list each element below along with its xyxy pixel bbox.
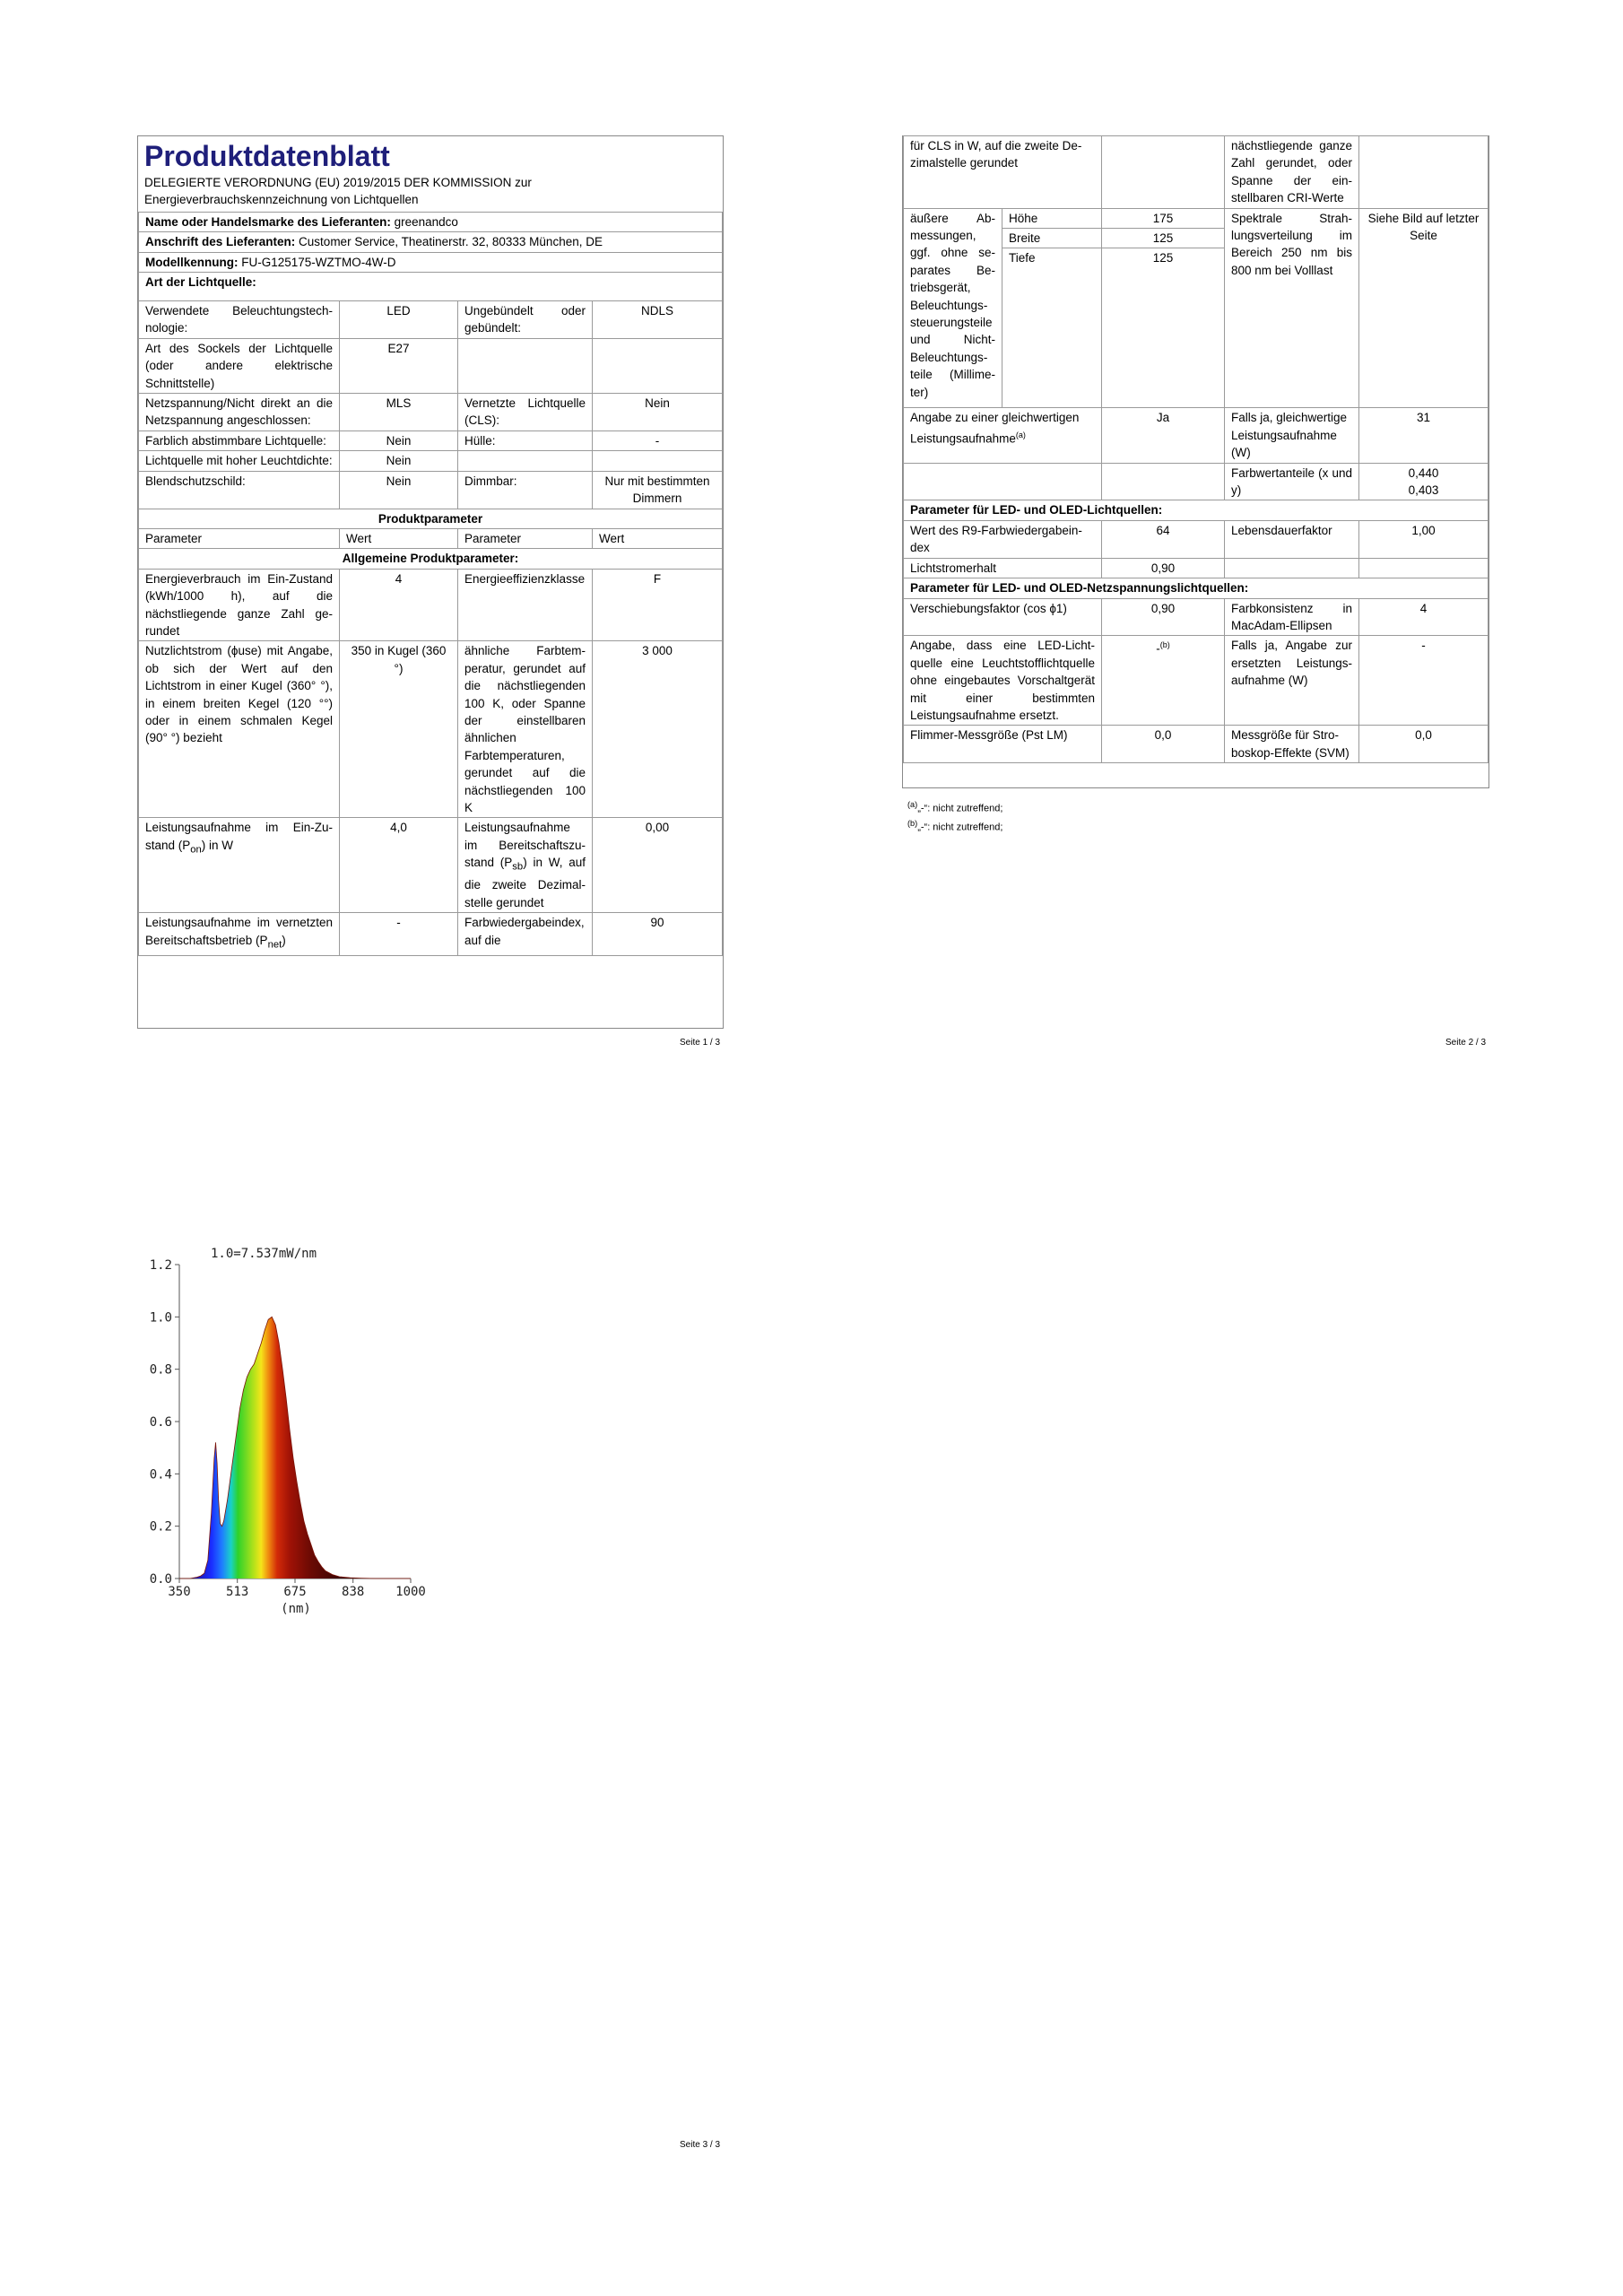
type-value: E27 [340,338,458,393]
param-value: - [1359,636,1488,726]
y-tick-label: 0.6 [149,1415,172,1430]
param-label: Nutzlichtstrom (ϕuse) mit Angabe, ob sich der Wert auf den Lichtstrom in einer Kugel (360° °), in einem breiten Kegel (120 °°) oder in einem schmalen Kegel (90° °) bezieht [139,641,340,818]
param-value: 3 000 [593,641,723,818]
y-ticks [150,1258,179,1587]
x-tick-label: 838 [342,1585,365,1599]
param-value: Ja [1102,408,1225,463]
x-axis-label: (nm) [281,1602,311,1616]
x-ticks [168,1578,426,1599]
footnote-b: $^{(b)}$„-“: nicht zutreffend; [907,819,1003,833]
dimension-name: Höhe [1002,208,1102,228]
dimension-value: 175 [1102,208,1225,228]
address-value: Customer Service, Theatinerstr. 32, 80333 München, DE [299,235,603,249]
param-label: Energieverbrauch im Ein-Zustand (kWh/1000 h), auf die nächstliegende ganze Zahl gerundet [139,569,340,641]
param-label: Falls ja, gleichwertige Leistungsaufnahme (W) [1225,408,1359,463]
param-value [1359,136,1488,209]
param-label: Energieeffizienzklasse [458,569,593,641]
x-tick-label: 350 [168,1585,191,1599]
dimension-name: Tiefe [1002,248,1102,408]
page-number-2: Seite 2 / 3 [1445,1038,1487,1048]
param-value: Siehe Bild auf letzter Seite [1359,208,1488,408]
type-label: Dimmbar: [458,471,593,509]
type-value: MLS [340,394,458,431]
y-tick-label: 1.2 [149,1258,172,1273]
y-tick-label: 1.0 [149,1310,172,1326]
param-label: Wert des R9-Farbwiedergabeindex [904,520,1102,558]
type-label [458,338,593,393]
param-label: Leistungsaufnahme im vernetzten Bereitschaftsbetrieb $(P_{net})$ [139,913,340,956]
param-value: 4 [340,569,458,641]
param-label: Falls ja, Angabe zur ersetzten Leistungsaufnahme (W) [1225,636,1359,726]
param-label [904,463,1102,500]
type-label: Netzspannung/Nicht direkt an die Netzspannung angeschlossen: [139,394,340,431]
type-value [593,451,723,471]
param-label: nächstliegende ganze Zahl gerundet, oder Spanne der einstellbaren CRI-Werte [1225,136,1359,209]
type-value: Nein [593,394,723,431]
column-header-value: Wert [340,528,458,548]
led-params-header: Parameter für LED- und OLED-Lichtquellen: [904,500,1488,520]
dimensions-label: äußere Abmessungen, ggf. ohne separates Betriebsgerät, Beleuchtungssteuerungsteile und Nicht-Beleuchtungsteile (Millimeter) [904,208,1002,408]
chart-title: 1.0=7.537mW/nm [211,1247,317,1261]
param-value: 31 [1359,408,1488,463]
param-label [1225,558,1359,578]
param-value: 0,90 [1102,558,1225,578]
address-row [139,232,723,252]
address-label: Anschrift des Lieferanten: [145,235,296,249]
param-value [1102,463,1225,500]
param-value: 1,00 [1359,520,1488,558]
param-label: Messgröße für Stroboskop-Effekte (SVM) [1225,726,1359,763]
param-value [1102,136,1225,209]
dimension-name: Breite [1002,229,1102,248]
param-value [1359,558,1488,578]
page-1-sheet [137,135,724,1029]
page-number-1: Seite 1 / 3 [680,1038,721,1048]
spectrum-chart [135,1238,439,1623]
supplier-row [139,212,723,231]
model-value: FU-G125175-WZTMO-4W-D [241,255,396,269]
page-1-table [138,212,723,956]
spectrum-area [179,1317,411,1578]
type-value: - [593,430,723,450]
supplier-label: Name oder Handelsmarke des Lieferanten: [145,214,391,229]
regulation-text: DELEGIERTE VERORDNUNG (EU) 2019/2015 DER KOMMISSION zur Energieverbrauchskennzeichnung von Lichtquellen [144,176,532,207]
model-row [139,252,723,272]
y-tick-label: 0.8 [149,1362,172,1378]
param-label: Angabe, dass eine LED-Lichtquelle eine Leuchtstofflichtquelle ohne eingebautes Vorschaltgerät mit einer bestimmten Leistungsaufnahme ersetzt. [904,636,1102,726]
param-label: Farbwertanteile (x und y) [1225,463,1359,500]
type-value: Nur mit bestimmten Dimmern [593,471,723,509]
param-value: 0,00 [593,818,723,913]
param-label: Leistungsaufnahme im Ein-Zustand $(P_{on})$ in W [139,818,340,913]
y-tick-label: 0.0 [149,1572,172,1587]
type-label: Blendschutzschild: [139,471,340,509]
column-header-value: Wert [593,528,723,548]
column-header-parameter: Parameter [458,528,593,548]
type-label: Lichtquelle mit hoher Leuchtdichte: [139,451,340,471]
param-label: Farbwiedergabeindex, auf die [458,913,593,956]
type-value: LED [340,301,458,339]
param-value: 64 [1102,520,1225,558]
param-value: F [593,569,723,641]
type-value: Nein [340,430,458,450]
footnote-a: $^{(a)}$„-“: nicht zutreffend; [907,800,1003,814]
param-value: 90 [593,913,723,956]
y-tick-label: 0.2 [149,1519,172,1535]
param-value: 0,0 [1102,726,1225,763]
type-label: Farblich abstimmbare Lichtquelle: [139,430,340,450]
param-label: Angabe zu einer gleichwertigen Leistungsaufnahme$^{(a)}$ [904,408,1102,463]
y-tick-label: 0.4 [149,1467,172,1483]
param-value: - [340,913,458,956]
light-source-type-header: Art der Lichtquelle: [139,273,723,301]
type-value: Nein [340,471,458,509]
param-value: 350 in Kugel (360 °) [340,641,458,818]
param-label: Spektrale Strahlungsverteilung im Bereich 250 nm bis 800 nm bei Volllast [1225,208,1359,408]
param-label: Farbkonsistenz in MacAdam-Ellipsen [1225,598,1359,636]
type-label: Art des Sockels der Lichtquelle (oder andere elektrische Schnittstelle) [139,338,340,393]
dimension-value: 125 [1102,229,1225,248]
param-label: Flimmer-Messgröße (Pst LM) [904,726,1102,763]
column-header-parameter: Parameter [139,528,340,548]
document-title: Produktdatenblatt [144,140,390,172]
param-value: -$^{(b)}$ [1102,636,1225,726]
dimension-value: 125 [1102,248,1225,408]
param-value: 0,0 [1359,726,1488,763]
page-number-3: Seite 3 / 3 [680,2140,721,2150]
type-label: Hülle: [458,430,593,450]
mains-params-header: Parameter für LED- und OLED-Netzspannungslichtquellen: [904,578,1488,598]
param-label: Leistungsaufnahme im Bereitschaftszustand $(P_{sb})$ in W, auf die zweite Dezimalstelle gerundet [458,818,593,913]
type-value: NDLS [593,301,723,339]
param-label: Lichtstromerhalt [904,558,1102,578]
param-label: Lebensdauerfaktor [1225,520,1359,558]
supplier-value: greenandco [394,214,458,229]
type-label [458,451,593,471]
param-value: 4,0 [340,818,458,913]
param-value: 4 [1359,598,1488,636]
param-label: ähnliche Farbtemperatur, gerundet auf die nächstliegenden 100 K, oder Spanne der einstellbaren ähnlichen Farbtemperaturen, gerundet auf die nächstliegenden 100 K [458,641,593,818]
param-value: 0,90 [1102,598,1225,636]
type-label: Vernetzte Lichtquelle (CLS): [458,394,593,431]
x-tick-label: 675 [283,1585,307,1599]
x-tick-label: 1000 [395,1585,426,1599]
type-value [593,338,723,393]
type-label: Verwendete Beleuchtungstechnologie: [139,301,340,339]
x-tick-label: 513 [226,1585,249,1599]
param-label: für CLS in W, auf die zweite Dezimalstelle gerundet [904,136,1102,209]
general-params-header: Allgemeine Produktparameter: [139,549,723,569]
page-2-sheet [902,135,1489,788]
page-2-table [903,135,1488,763]
param-value: 0,440 0,403 [1359,463,1488,500]
model-label: Modellkennung: [145,255,239,269]
param-label: Verschiebungsfaktor (cos ϕ1) [904,598,1102,636]
product-params-header: Produktparameter [139,509,723,528]
type-label: Ungebündelt oder gebündelt: [458,301,593,339]
type-value: Nein [340,451,458,471]
